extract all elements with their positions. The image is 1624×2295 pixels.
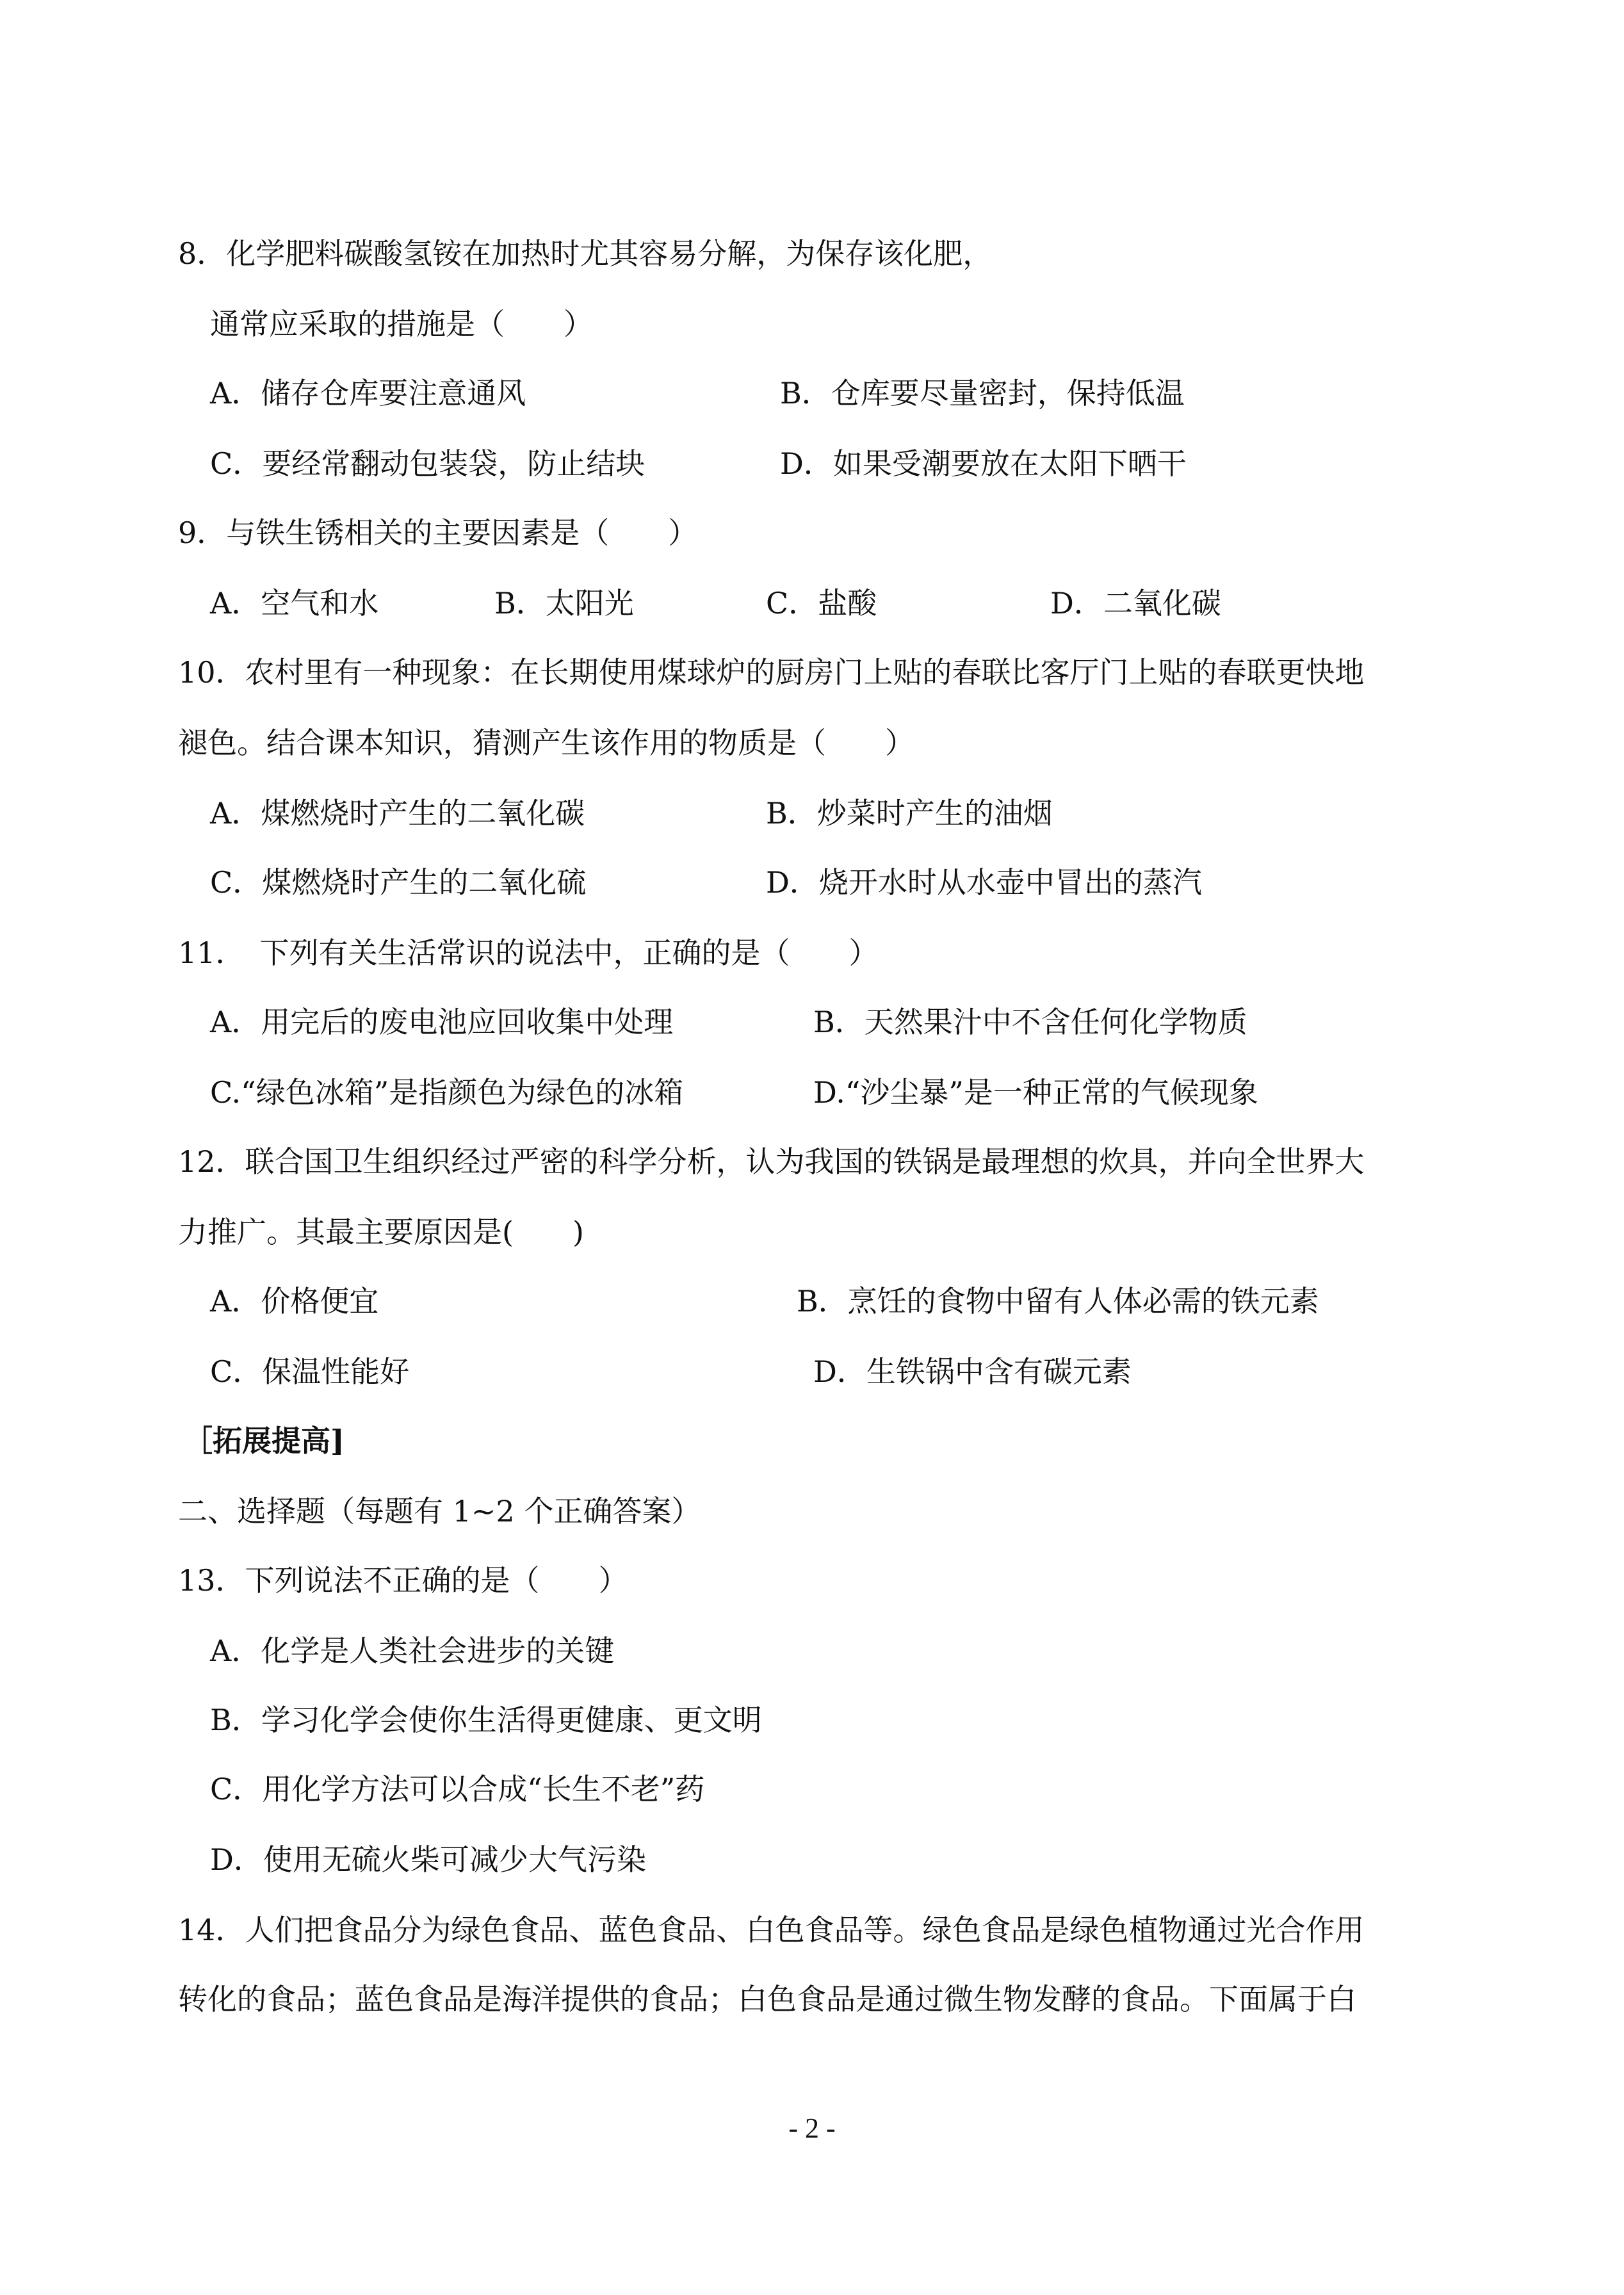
q8-stem-line2: 通常应采取的措施是（ ） xyxy=(210,307,593,341)
q9-option-d: D．二氧化碳 xyxy=(1050,586,1221,620)
q14-stem-line1: 14．人们把食品分为绿色食品、蓝色食品、白色食品等。绿色食品是绿色植物通过光合作用 xyxy=(178,1913,1365,1947)
q9-option-c: C．盐酸 xyxy=(766,586,877,620)
q11-option-b: B．天然果汁中不含任何化学物质 xyxy=(813,1005,1247,1039)
q12-option-d: D．生铁锅中含有碳元素 xyxy=(813,1354,1132,1389)
q13-option-c: C．用化学方法可以合成“长生不老”药 xyxy=(210,1772,705,1806)
q12-option-c: C．保温性能好 xyxy=(210,1354,410,1389)
q11-option-a: A．用完后的废电池应回收集中处理 xyxy=(210,1005,674,1039)
q10-stem-line2: 褪色。结合课本知识，猜测产生该作用的物质是（ ） xyxy=(178,726,914,760)
page-number: - 2 - xyxy=(788,2113,836,2144)
section-two-title: 二、选择题（每题有 1~2 个正确答案） xyxy=(178,1494,701,1529)
q9-stem: 9．与铁生锈相关的主要因素是（ ） xyxy=(178,515,698,550)
q8-stem-line1: 8．化学肥料碳酸氢铵在加热时尤其容易分解，为保存该化肥， xyxy=(178,236,993,271)
q11-option-d: D.“沙尘暴”是一种正常的气候现象 xyxy=(813,1075,1258,1110)
q10-option-c: C．煤燃烧时产生的二氧化硫 xyxy=(210,865,587,900)
q11-option-c: C.“绿色冰箱”是指颜色为绿色的冰箱 xyxy=(210,1075,684,1110)
q12-stem-line1: 12．联合国卫生组织经过严密的科学分析，认为我国的铁锅是最理想的炊具，并向全世界大 xyxy=(178,1144,1365,1179)
q10-stem-line1: 10．农村里有一种现象：在长期使用煤球炉的厨房门上贴的春联比客厅门上贴的春联更快地 xyxy=(178,655,1365,690)
q13-stem: 13．下列说法不正确的是（ ） xyxy=(178,1563,628,1598)
q13-option-d: D．使用无硫火柴可减少大气污染 xyxy=(210,1842,646,1877)
q13-option-b: B．学习化学会使你生活得更健康、更文明 xyxy=(210,1703,762,1737)
q9-option-a: A．空气和水 xyxy=(210,586,379,620)
section-heading: ［拓展提高] xyxy=(183,1423,345,1458)
q13-option-a: A．化学是人类社会进步的关键 xyxy=(210,1634,615,1668)
q10-option-d: D．烧开水时从水壶中冒出的蒸汽 xyxy=(766,865,1202,900)
q12-option-b: B．烹饪的食物中留有人体必需的铁元素 xyxy=(797,1284,1319,1318)
q8-option-d: D．如果受潮要放在太阳下晒干 xyxy=(780,446,1187,481)
q8-option-c: C．要经常翻动包装袋，防止结块 xyxy=(210,446,646,481)
q8-option-a: A．储存仓库要注意通风 xyxy=(210,376,526,410)
q9-option-b: B．太阳光 xyxy=(494,586,634,620)
q10-option-b: B．炒菜时产生的油烟 xyxy=(766,796,1053,831)
q14-stem-line2: 转化的食品；蓝色食品是海洋提供的食品；白色食品是通过微生物发酵的食品。下面属于白 xyxy=(178,1982,1356,2016)
q11-stem: 11． 下列有关生活常识的说法中，正确的是（ ） xyxy=(178,936,879,970)
q12-stem-line2: 力推广。其最主要原因是( ) xyxy=(178,1215,584,1249)
q8-option-b: B．仓库要尽量密封，保持低温 xyxy=(780,376,1185,410)
q10-option-a: A．煤燃烧时产生的二氧化碳 xyxy=(210,796,585,831)
q12-option-a: A．价格便宜 xyxy=(210,1284,379,1318)
